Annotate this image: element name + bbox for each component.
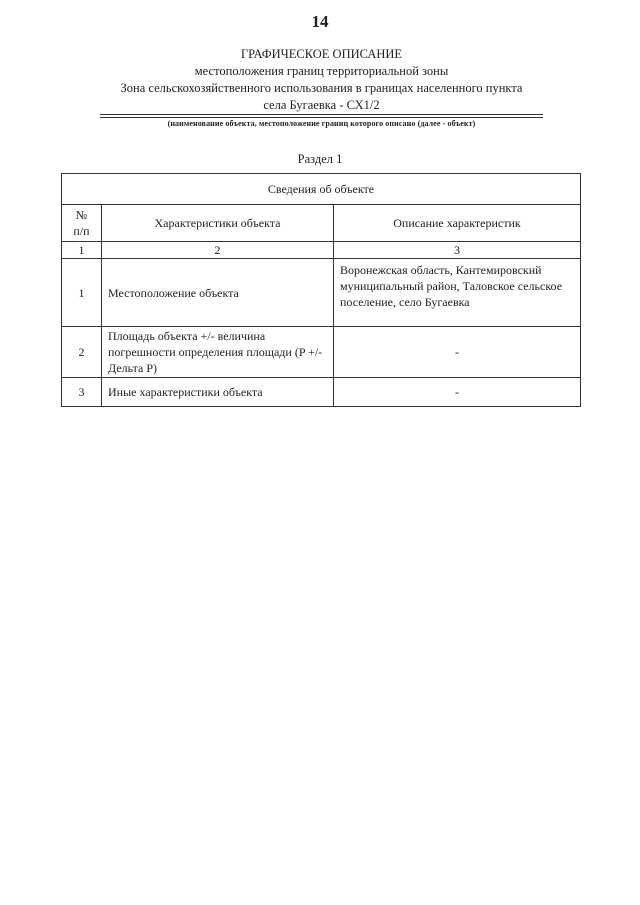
title-line-3: Зона сельскохозяйственного использования в границах населенного пункта	[120, 81, 523, 95]
section-label: Раздел 1	[297, 152, 343, 166]
row-description: -	[334, 327, 581, 378]
column-index: 1	[62, 242, 102, 259]
column-index: 2	[102, 242, 334, 259]
title-line-4: села Бугаевка - СХ1/2	[263, 98, 380, 112]
title-underline	[100, 114, 543, 118]
row-characteristic: Иные характеристики объекта	[102, 378, 334, 407]
row-characteristic: Местоположение объекта	[102, 259, 334, 327]
table-header-row	[62, 205, 581, 242]
table-row	[62, 327, 581, 378]
table-row	[62, 378, 581, 407]
row-num: 1	[62, 259, 102, 327]
row-description: Воронежская область, Кантемировский муниципальный район, Таловское сельское поселение, село Бугаевка	[334, 259, 581, 327]
row-num: 3	[62, 378, 102, 407]
header-characteristic: Характеристики объекта	[102, 205, 334, 242]
row-description: -	[334, 378, 581, 407]
column-index-row	[62, 242, 581, 259]
header-num: № п/п	[62, 205, 102, 242]
table-row	[62, 259, 581, 327]
table-heading: Сведения об объекте	[62, 174, 581, 205]
row-num: 2	[62, 327, 102, 378]
object-info-table	[61, 173, 581, 407]
document-title	[100, 46, 543, 114]
row-characteristic: Площадь объекта +/- величина погрешности определения площади (P +/- Дельта P)	[102, 327, 334, 378]
table-heading-row	[62, 174, 581, 205]
header-description: Описание характеристик	[334, 205, 581, 242]
page-number: 14	[311, 12, 329, 31]
title-line-1: ГРАФИЧЕСКОЕ ОПИСАНИЕ	[240, 47, 403, 61]
object-caption: (наименование объекта, местоположение границ которого описано (далее - объект)	[167, 119, 476, 128]
column-index: 3	[334, 242, 581, 259]
title-line-2: местоположения границ территориальной зоны	[194, 64, 449, 78]
